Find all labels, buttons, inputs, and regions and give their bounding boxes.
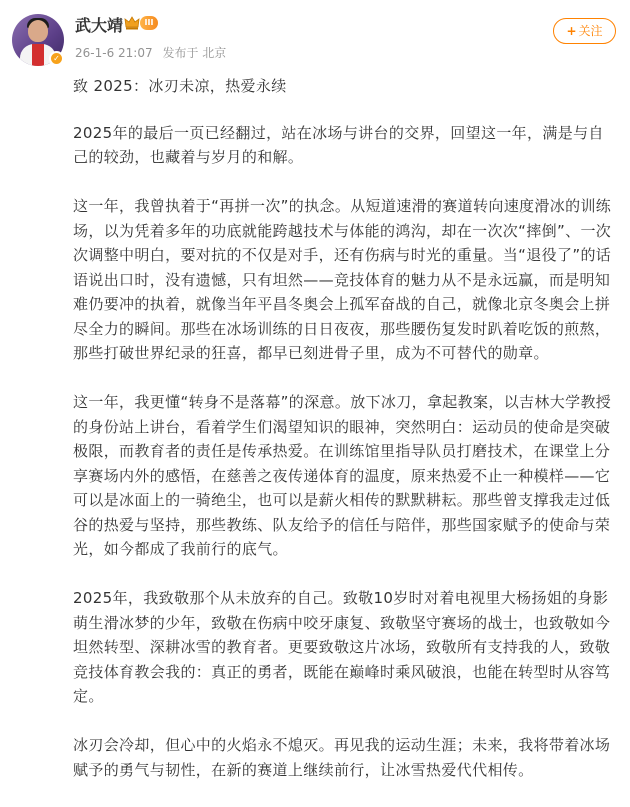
- post-paragraph: 2025年，我致敬那个从未放弃的自己。致敬10岁时对着电视里大杨扬姐的身影萌生滑冰梦的少年，致敬在伤病中咬牙康复、致敬坚守赛场的战士，也致敬如今坦然转型、深耕冰雪的教育者。更要致敬这片冰场，致敬所有支持我的人，致敬竞技体育教会我的：真正的勇者，既能在巅峰时乘风破浪，也能在转型时从容笃定。: [73, 589, 611, 705]
- avatar-shirt-stripe: [32, 44, 44, 66]
- post-paragraph: 2025年的最后一页已经翻过，站在冰场与讲台的交界，回望这一年，满是与自己的较劲，也藏着与岁月的和解。: [73, 123, 604, 166]
- post-meta: [75, 44, 232, 61]
- post-paragraph: 冰刃会冷却，但心中的火焰永不熄灭。再见我的运动生涯；未来，我将带着冰场赋予的勇气与韧性，在新的赛道上继续前行，让冰雪热爱代代相传。: [73, 736, 611, 779]
- verified-badge-icon: ✓: [49, 51, 64, 66]
- author-name[interactable]: 武大靖: [75, 16, 124, 35]
- vip-crown-icon: [124, 15, 140, 31]
- follow-button-label: 关注: [578, 24, 603, 38]
- post-timestamp[interactable]: 26-1-6 21:07: [75, 46, 153, 60]
- post-title: 致 2025：冰刃未凉，热爱永续: [73, 77, 287, 95]
- avatar-face: [28, 20, 48, 42]
- follow-button[interactable]: [553, 18, 616, 44]
- plus-icon: +: [566, 24, 577, 38]
- post-paragraph: 这一年，我更懂“转身不是落幕”的深意。放下冰刀，拿起教案，以吉林大学教授的身份站上讲台，看着学生们渴望知识的眼神，突然明白：运动员的使命是突破极限，而教育者的责任是传承热爱。在训练馆里指导队员打磨技术，在课堂上分享赛场内外的感悟，在慈善之夜传递体育的温度，原来热爱不止一种模样——它可以是冰面上的一骑绝尘，也可以是薪火相传的默默耕耘。那些曾支撑我走过低谷的热爱与坚持，那些教练、队友给予的信任与陪伴，那些国家赋予的使命与荣光，如今都成了我前行的底气。: [73, 393, 612, 558]
- post-paragraph: 这一年，我曾执着于“再拼一次”的执念。从短道速滑的赛道转向速度滑冰的训练场，以为凭着多年的功底就能跨越技术与体能的鸿沟，却在一次次“摔倒”、一次次调整中明白，要对抗的不仅是对手，还有伤病与时光的重量。当“退役了”的话语说出口时，没有遗憾，只有坦然——竞技体育的魅力从不是永远赢，而是明知难仍要冲的执着，就像当年平昌冬奥会上孤军奋战的自己，就像北京冬奥会上拼尽全力的瞬间。那些在冰场训练的日日夜夜，那些腰伤复发时趴着吃饭的煎熬，那些打破世界纪录的狂喜，都早已刻进骨子里，成为不可替代的勋章。: [73, 197, 612, 362]
- level-badge: III: [140, 16, 158, 30]
- post-location: 发布于 北京: [162, 46, 227, 60]
- post-body: [73, 74, 617, 807]
